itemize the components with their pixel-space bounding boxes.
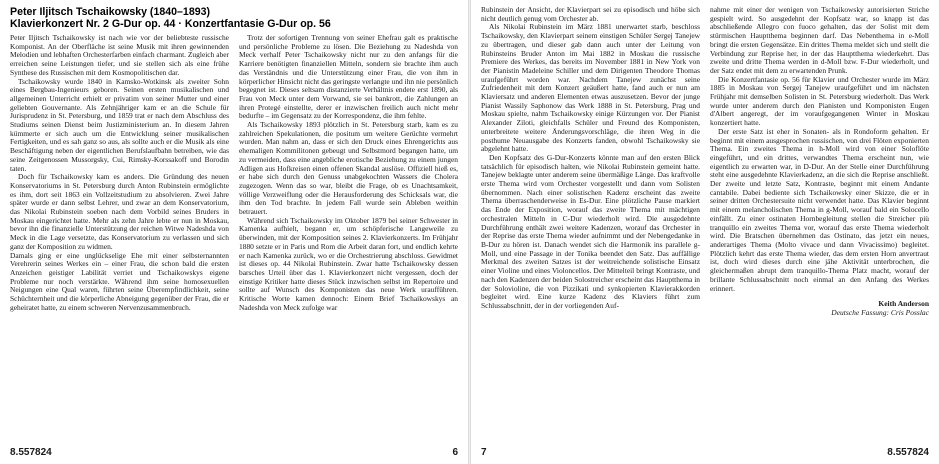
right-page [471,0,939,464]
author-name: Keith Anderson [878,299,929,309]
page-number: 6 [452,447,458,458]
paragraph: nahme mit einer der wenigen von Tschaikowsky autorisierten Striche gespielt wird. So ausgedehnt der Kopfsatz war, so knapp ist das abschließende Allegro con fuoco gehalten, das der Solist mit dem stürmischen Hauptthema beginnen darf. Das Nebenthema in e-Moll bringt die ersten Gegensätze. Ein drittes Thema meldet sich und stellt die Verbindung zur Reprise her, in der das Hauptthema wiederkehrt. Das zweite und dritte Thema werden in d-Moll bzw. F-Dur wiederholt, und der Satz endet mit dem zu erwartenden Prunk. [710,5,929,75]
composer-title: Peter Iljitsch Tschaikowsky (1840–1893) [10,6,211,18]
works-title: Klavierkonzert Nr. 2 G-Dur op. 44 · Konzertfantasie G-Dur op. 56 [10,18,331,30]
paragraph: Als Tschaikowsky 1893 plötzlich in St. Petersburg starb, kam es zu zahlreichen Spekulationen, die positum um weitere Gerüchte vermehrt wurden. Man nahm an, dass er sich den Druck eines Ehrengerichts aus ehemaligen Kommilitonen gebeugt und Selbstmord begangen hatte, um zu vermeiden, dass eine angebliche erotische Beziehung zu einem jungen Adligen aus Hofkreisen einen offenen Skandal auslöse. Offiziell hieß es, er habe sich durch den Genuss unabgekochten Wassers die Cholera zugezogen. Wenn das so war, bleibt die Frage, ob es Unachtsamkeit, völlige Verzweiflung oder die Herausforderung des Schicksals war, die ihm den Tod brachte. In jedem Fall wurde sein Ableben weithin betrauert. [239,120,458,217]
translation-note: Deutsche Fassung: Cris Posslac [831,308,929,318]
paragraph: Während sich Tschaikowsky im Oktober 1879 bei seiner Schwester in Kamenka aufhielt, begann er, um schöpferische Langeweile zu überwinden, mit der Komposition seines 2. Klavierkonzerts. Im Frühjahr 1880 setzte er in Paris und Rom die Arbeit daran fort, und endlich kehrte er nach Kamenka zurück, wo er die Orchestrierung abschloss. Gewidmet ist dieses op. 44 Nikolai Rubinstein. Zwar hatte Tschaikowsky dessen barsches Urteil über das 1. Klavierkonzert nicht vergessen, doch der einstige Kritiker hatte dieses Stück inzwischen selbst im Repertoire und sollte auf Wunsch des Komponisten das neue Werk uraufführen. Kritische Worte kamen dennoch: Einem Brief Tschaikowskys an Nadeshda von Meck zufolge war [239,215,458,312]
left-columns [10,34,458,313]
paragraph: Trotz der sofortigen Trennung von seiner Ehefrau galt es praktische und persönliche Probleme zu lösen. Die Beziehung zu Nadeshda von Meck verhalf Peter Tschaikowsky nicht nur zu den anfangs für die Karriere benötigten finanziellen Mitteln, sondern sie brachte ihm auch das Verständnis und die Unterstützung einer Frau, die von ihm in körperlicher Hinsicht nicht das geringste verlangte und ihn nie persönlich begegnet ist. Dieses seltsam distanzierte Verhältnis endete erst 1890, als Frau von Meck unter dem Vorwand, sie sei bankrott, die Zahlungen an ihren Protegé einstellte, derer er inzwischen freilich auch nicht mehr bedurfte – im Gegensatz zu der Korrespondenz, die ihm fehlte. [239,33,458,121]
right-footer [481,447,929,458]
paragraph: Rubinstein der Ansicht, der Klavierpart sei zu episodisch und höbe sich nicht deutlich genug vom Orchester ab. [481,5,700,23]
right-column-2 [710,6,929,317]
page-number: 7 [481,447,487,458]
paragraph: Damals ging er eine unglückselige Ehe mit einer selbsternannten Verehrerin seines Werkes ein – einer Frau, die schon bald die ersten Anzeichen geistiger Labilität verriet und Tschaikowskys eigene Probleme nur noch verstärkte. Während ihm seine homosexuellen Neigungen eine Qual waren, führten seine Überempfindlichkeit, seine Schüchternheit und die körperliche Abneigung gegenüber der Frau, die er geheiratet hatte, zu einem schweren Nervenzusammenbruch. [10,250,229,312]
paragraph: Der erste Satz ist eher in Sonaten- als in Rondoform gehalten. Er beginnt mit einem ausgesprochen russischen, von drei Flöten exponierten Thema. Ein zweites Thema in h-Moll wird von einer Soloflöte eingeführt, und ein drittes, verwandtes Thema erscheint nun, wie eigentlich zu erwarten war, in D-Dur. An der Stelle einer Durchführung steht eine ausgedehnte Klavierkadenz, an die sich die Reprise anschließt. Der zweite und letzte Satz, Kontraste, beginnt mit einem Andante cantabile. Dabei bediente sich Tschaikowsky einer Skizze, die er in seiner dritten Orchestersuite nicht verwendet hatte. Das Klavier beginnt mit einem melancholischen Thema in g-Moll, worauf bald ein Solocello einfällt. Zu einer ostinaten Hornbegleitung stellen die Streicher più tranquillo ein zweites Thema vor, worauf das erste Thema wiederholt wird. Die Bratschen übernehmen das Ostinato, das jetzt ein neues, anderartiges Thema (Molto vivace und dann Vivacissimo) begleitet. Plötzlich kehrt das erste Thema wieder, das dem ersten Horn anvertraut ist, doch wird dieses durch eine jähe Aktivität unterbrochen, die gleichermaßen abrupt dem tranquillo-Thema Platz macht, worauf der brillante Schlussabschnitt noch einmal an den Anfang des Werkes erinnert. [710,126,929,293]
catalog-number: 8.557824 [10,447,52,458]
author-signature [710,299,929,317]
left-footer [10,447,458,458]
left-column-1 [10,34,229,313]
paragraph: Den Kopfsatz des G-Dur-Konzerts könnte man auf den ersten Blick tatsächlich für episodisch halten, wie Nikolai Rubinstein gemeint hatte. Tanejew beklagte unter anderem seine übermäßige Länge. Das kraftvolle erste Thema wird vom Orchester vorgestellt und dann vom Solisten übernommen. Nach einer solistischen Kadenz erscheint das zweite Thema überraschenderweise in Es-Dur. Eine plötzliche Pause markiert das Ende der Exposition, worauf das zweite Thema mit mächtigen orchestralen Mitteln in C-Dur wiederholt wird. Die ausgedehnte Durchführung enthält zwei weitere Kadenzen, worauf das Orchester in der Reprise das erste Thema wieder aufnimmt und der Nebengedanke in B-Dur zu hören ist. Danach wendet sich die Harmonik ins parallele g-Moll, und eine Passage in der Tonika beendet den Satz. Das auffällige Merkmal des zweiten Satzes ist der weitreichende solistische Einsatz einer Violine und eines Violoncellos. Der Mittelteil bringt Kontraste, und nach den Kadenzen der beiden Solostreicher erscheint das Hauptthema in der Solovioline, die von Pizzikati und synkopierten Klavierakkorden begleitet wird. Eine kurze Kadenz des Klaviers führt zum Schlussabschnitt, der in der vorliegenden Auf- [481,152,700,310]
paragraph: Tschaikowsky wurde 1840 in Kamsko-Wotkinsk als zweiter Sohn eines Bergbau-Ingenieurs geboren. Seinen ersten musikalischen und allgemeinen Unterricht erhielt er privatim von seiner Mutter und einer geliebten Gouvernante. Als Zehnjähriger kam er an die Schule für Jurisprudenz in St. Petersburg, und 1859 trat er nach dem Abschluss des Studiums seinen Dienst beim Justizministerium an. In diesem Jahren kümmerte er sich auch um die Entwicklung seiner musikalischen Fertigkeiten, und es sah ganz so aus, als sollte auch er die Musik als eine Beschäftigung neben der eigentlichen Berufslaufbahn betreiben, wie das seine Zeitgenossen Mussorgsky, Cui, Rimsky-Korssakoff und Borodin taten. [10,76,229,173]
catalog-number: 8.557824 [887,447,929,458]
paragraph: Peter Iljitsch Tschaikowsky ist nach wie vor der beliebteste russische Komponist. An der Oberfläche ist seine Musik mit ihren gewinnenden Melodien und lebhaften Orchesterfarben einfach charmant. Zugleich aber erreichen seine Leistungen tiefer, und sie stellen sich als eine frühe Synthese des Russischen mit dem Kosmopolitischen dar. [10,33,229,77]
left-column-2 [239,34,458,313]
left-page [0,0,468,464]
paragraph: Doch für Tschaikowsky kam es anders. Die Gründung des neuen Konservatoriums in St. Petersburg durch Anton Rubinstein ermöglichte es ihm, dort seit 1863 ein Vollzeitstudium zu absolvieren. Zwei Jahre später wurde er dann selbst Lehrer, und zwar an dem Konservatorium, das Nikolai Rubinstein soeben nach dem Vorbild seines Bruders in Moskau eingerichtet hatte. Mehr als zehn Jahre lebte er nun in Moskau, bevor ihn die finanzielle Unterstützung der reichen Witwe Nadeshda von Meck in die Lage versetzte, das Konservatorium zu verlassen und sich ganz der Komposition zu widmen. [10,172,229,251]
right-columns [481,6,929,317]
paragraph: Die Konzertfantasie op. 56 für Klavier und Orchester wurde im März 1885 in Moskau von Sergej Tanejew uraufgeführt und im nächsten Frühjahr mit demselben Solisten in St. Petersburg wiederholt. Das Werk wurde unter anderem durch den Pianisten und Komponisten Eugen d'Albert angeregt, der im voraufgegangenen Winter in Moskau konzertiert hatte. [710,74,929,128]
paragraph: Als Nikolai Rubinstein im März 1881 unerwartet starb, beschloss Tschaikowsky, den Klavierpart seinem einstigen Schüler Sergej Tanejew zu übertragen, und dieser gab dann auch unter der Leitung von Rubinsteins Bruder Anton im Mai 1882 in Moskau die russische Premiere des Werkes, das bereits im November 1881 in New York von der Pianistin Madeleine Schiller und dem Dirigenten Theodore Thomas uraufgeführt worden war. Nachdem Tanejew zunächst seine Zufriedenheit mit dem Konzert geäußert hatte, fand auch er nun am Klaviersatz und anderen Elementen etwas auszusetzen. Bevor der junge Pianist Wassily Saphonow das Werk 1888 in St. Petersburg, Prag und Moskau spielte, nahm Tschaikowsky einige Kürzungen vor. Der Pianist Alexander Ziloti, gleichfalls Schüler und Freund des Komponisten, unterbreitete weitere Änderungsvorschläge, die ihren Weg in die posthume Neuausgabe des Konzerts fanden, obwohl Tschaikowsky sie abgelehnt hatte. [481,22,700,154]
right-column-1 [481,6,700,317]
